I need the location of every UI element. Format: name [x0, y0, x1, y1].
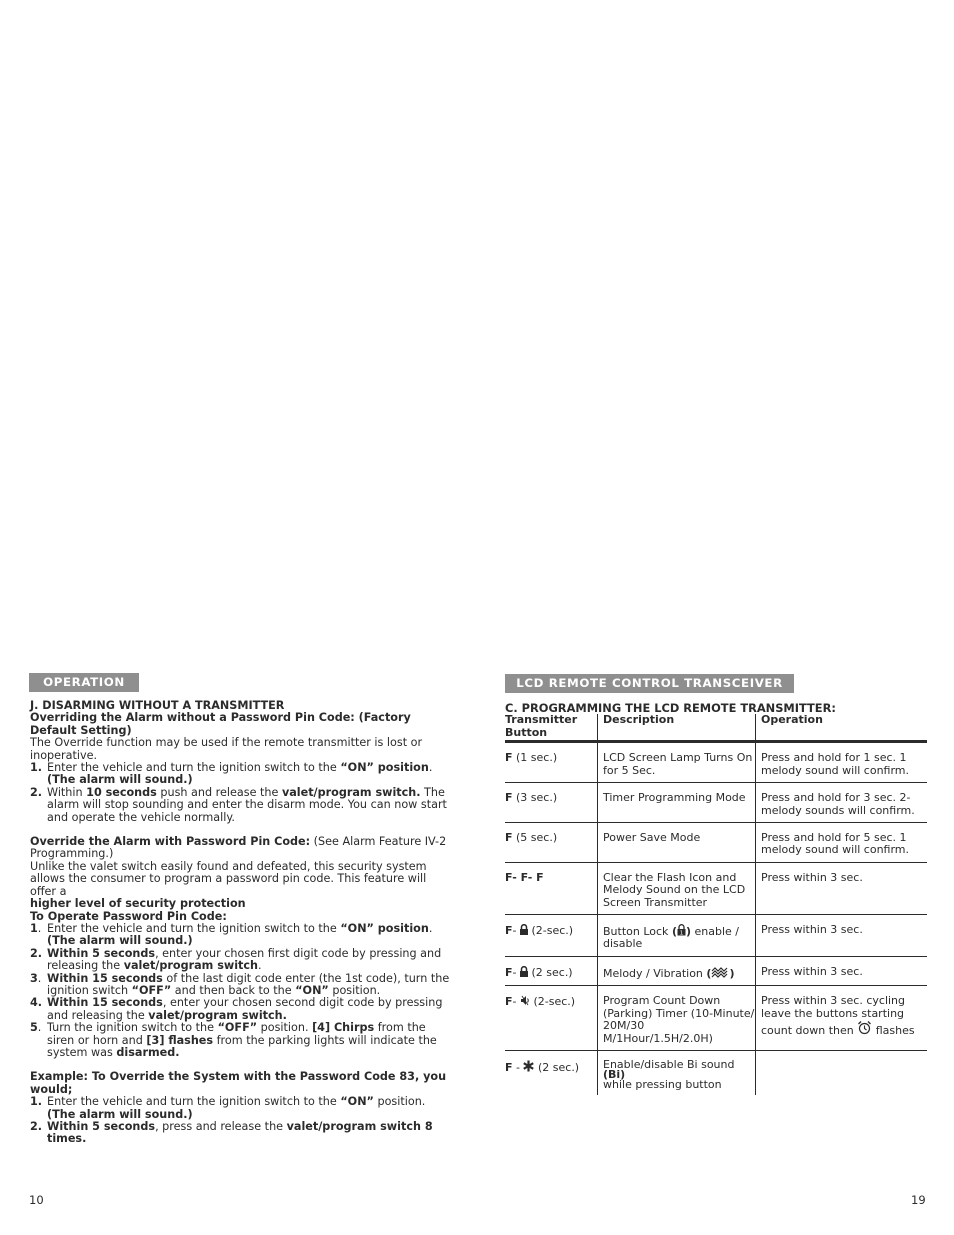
left-page-content [30, 700, 454, 1146]
page-number-right: 19 [911, 1193, 926, 1207]
step-item: 2. Within 10 seconds push and release the valet/program switch. The alarm will stop sounding and enter the disarm mode. You can now start and operate the vehicle normally. [30, 785, 447, 824]
step-item: 2. Within 5 seconds, press and release the valet/program switch 8 times. [30, 1120, 433, 1146]
table-header-row [505, 714, 927, 742]
table-row: F (3 sec.) Timer Programming Mode Press and hold for 3 sec. 2-melody sounds will confirm. [505, 783, 927, 823]
step-item: 1. Enter the vehicle and turn the ignition switch to the “ON” position. (The alarm will sound.) [30, 1095, 426, 1121]
table-row: F- F- F Clear the Flash Icon and Melody Sound on the LCD Screen Transmitter Press within 3 sec. [505, 862, 927, 914]
button-lock-icon [677, 924, 686, 936]
header-transmitter-button: Transmitter Button [505, 713, 578, 739]
svg-text:1: 1 [679, 930, 684, 937]
operate-heading: To Operate Password Pin Code: [30, 909, 227, 923]
header-operation: Operation [756, 714, 928, 742]
lcd-remote-badge: LCD REMOTE CONTROL TRANSCEIVER [505, 674, 794, 693]
step-item: 1. Enter the vehicle and turn the ignition switch to the “ON” position. (The alarm will sound.) [30, 921, 433, 948]
right-page-content [505, 702, 927, 1095]
vibration-icon [711, 966, 729, 978]
table-row: F (5 sec.) Power Save Mode Press and hold for 5 sec. 1 melody sound will confirm. [505, 823, 927, 863]
horn-icon [520, 995, 530, 1006]
header-description: Description [598, 714, 756, 742]
table-row: F (1 sec.) LCD Screen Lamp Turns On for 5 Sec. Press and hold for 1 sec. 1 melody sound will confirm. [505, 742, 927, 783]
subsection-title-password: Override the Alarm with Password Pin Code: (See Alarm Feature IV-2 Programming.) [30, 835, 447, 861]
password-intro: Unlike the valet switch easily found and defeated, this security system allows the consumer to program a password pin code. This feature will offer a higher level of security protection [30, 859, 427, 911]
programming-table [505, 714, 927, 1095]
step-item: 3. Within 15 seconds of the last digit code enter (the 1st code), turn the ignition switch “OFF” and then back to the “ON” position. [30, 971, 450, 997]
table-row: F- (2-sec.) Button Lock ( 1 ) enable / disable Press within 3 sec. [505, 915, 927, 957]
lock-icon [520, 924, 528, 935]
programming-section-title: C. PROGRAMMING THE LCD REMOTE TRANSMITTER: [505, 701, 836, 715]
asterisk-icon [523, 1060, 534, 1072]
table-row: F- (2-sec.) Program Count Down (Parking) Timer (10-Minute/ 20M/30 M/1Hour/1.5H/2.0H) Press within 3 sec. cycling leave the buttons starting count down then flashes [505, 986, 927, 1051]
table-row: F - (2 sec.) Enable/disable Bi sound (Bi) while pressing button [505, 1050, 927, 1095]
step-item: 1. Enter the vehicle and turn the ignition switch to the “ON” position. (The alarm will sound.) [30, 761, 433, 787]
step-item: 5. Turn the ignition switch to the “OFF” position. [4] Chirps from the siren or horn and [3] flashes from the parking lights will indicate the system was disarmed. [30, 1021, 437, 1059]
page-number-left: 10 [29, 1193, 44, 1207]
example-title: Example: To Override the System with the Password Code 83, you would; [30, 1070, 447, 1096]
step-item: 4. Within 15 seconds, enter your chosen second digit code by pressing and releasing the valet/program switch. [30, 996, 443, 1022]
table-row: F- (2 sec.) Melody / Vibration ( ) Press within 3 sec. [505, 956, 927, 985]
lock-icon [520, 966, 528, 977]
subsection-title-no-password: Overriding the Alarm without a Password Pin Code: (Factory Default Setting) [30, 711, 411, 737]
override-intro: The Override function may be used if the remote transmitter is lost or inoperative. [30, 736, 423, 762]
section-title: J. DISARMING WITHOUT A TRANSMITTER [30, 699, 285, 712]
operation-badge: OPERATION [29, 673, 139, 692]
step-item: 2. Within 5 seconds, enter your chosen first digit code by pressing and releasing the valet/program switch. [30, 946, 442, 973]
alarm-clock-icon [857, 1020, 872, 1035]
